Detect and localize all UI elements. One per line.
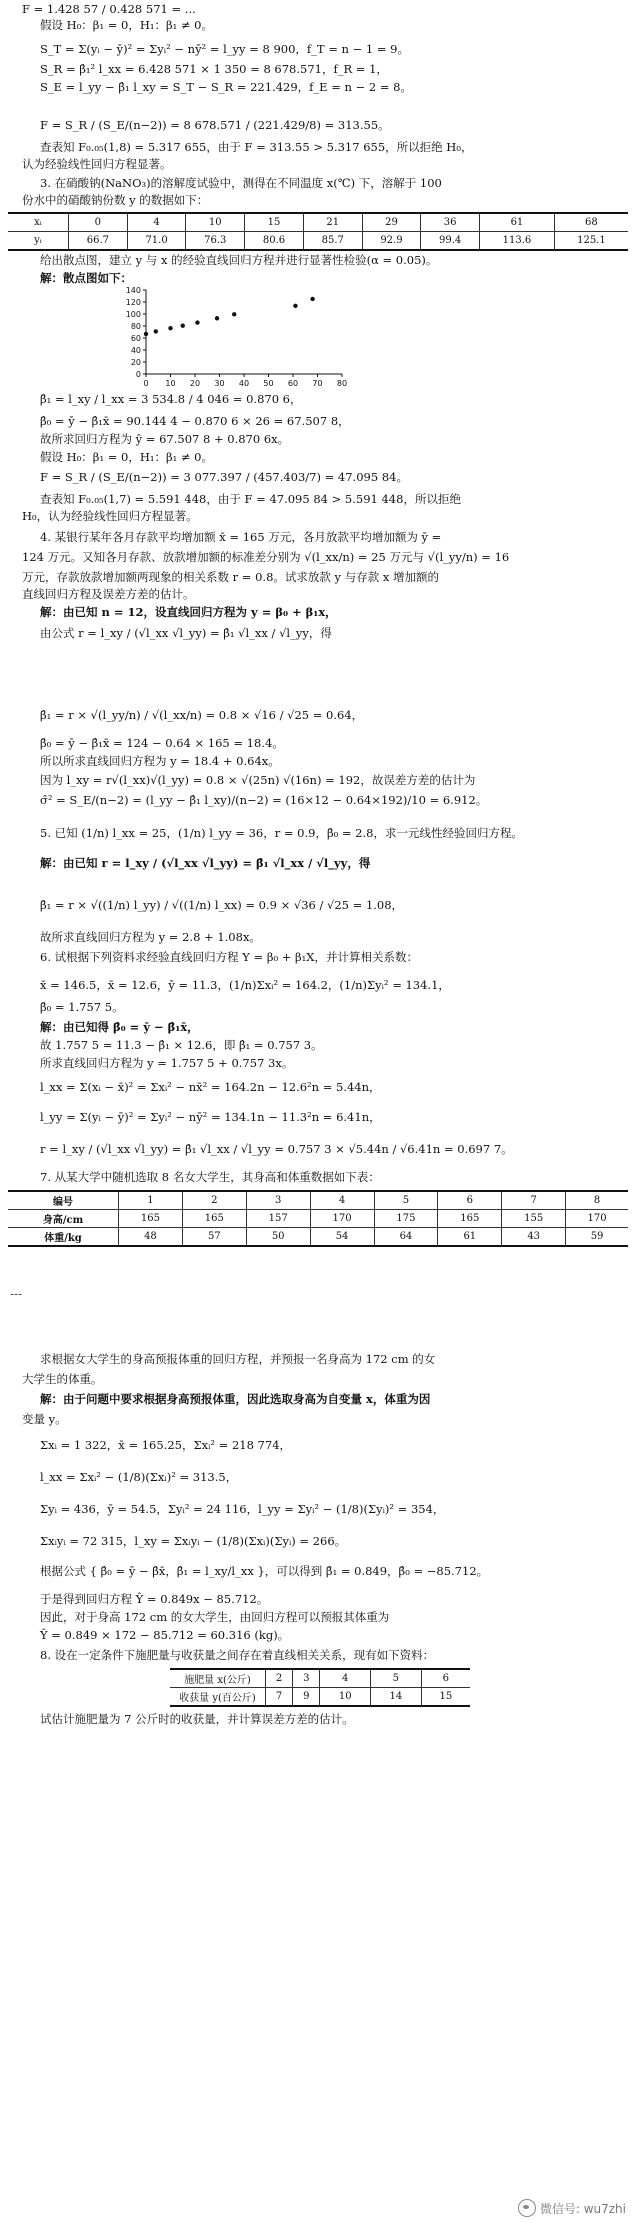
table-cell: 15: [245, 213, 304, 232]
lyy-6: l_yy = Σ(yᵢ − ȳ)² = Σyᵢ² − nȳ² = 134.1n − 11.3²n = 6.41n，: [40, 1110, 381, 1124]
table-cell: 收获量 y(百公斤): [170, 1688, 266, 1707]
table-cell: xᵢ: [8, 213, 69, 232]
table-cell: 92.9: [362, 232, 421, 251]
table-cell: 165: [182, 1210, 246, 1228]
regression-5: 故所求直线回归方程为 y = 2.8 + 1.08x。: [40, 930, 261, 944]
table-row: [8, 213, 628, 232]
beta1-5: β̂₁ = r × √((1/n) l_yy) / √((1/n) l_xx) = 0.9 × √36 / √25 = 1.08，: [40, 898, 404, 912]
solution-7-head: 解：由于问题中要求根据身高预报体重，因此选取身高为自变量 x，体重为因: [40, 1392, 431, 1406]
data-point: [144, 332, 148, 336]
hypothesis-3: 假设 H₀：β₁ = 0，H₁：β₁ ≠ 0。: [40, 450, 213, 464]
predict-7: 因此，对于身高 172 cm 的女大学生，由回归方程可以预报其体重为: [40, 1610, 390, 1624]
x-tick-label: 60: [287, 379, 299, 388]
eq-sr: S_R = β̂₁² l_xx = 6.428 571 × 1 350 = 8 678.571，f_R = 1，: [40, 62, 388, 76]
beta0-4: β̂₀ = ȳ − β̂₁x̄ = 124 − 0.64 × 165 = 18.4。: [40, 736, 284, 750]
x-tick-label: 50: [263, 379, 274, 388]
y-tick-label: 120: [125, 298, 141, 307]
table-row: [8, 1228, 628, 1247]
table-cell: 5: [374, 1191, 438, 1210]
table-cell: 61: [480, 213, 555, 232]
table-cell: 施肥量 x(公斤): [170, 1669, 266, 1688]
ftest-1: 查表知 F₀.₀₅(1,8) = 5.317 655，由于 F = 313.55 > 5.317 655，所以拒绝 H₀，: [40, 140, 473, 154]
data-point: [310, 297, 314, 301]
table-cell: 3: [246, 1191, 310, 1210]
problem-4-line4: 直线回归方程及误差方差的估计。: [22, 587, 195, 601]
table-cell: 身高/cm: [8, 1210, 119, 1228]
y-tick-label: 100: [125, 310, 141, 319]
watermark-text: 微信号: wu7zhi: [539, 2201, 626, 2216]
wechat-icon: [518, 2199, 536, 2217]
problem-7-task: 求根据女大学生的身高预报体重的回归方程，并预报一名身高为 172 cm 的女: [40, 1352, 436, 1366]
table-cell: 14: [371, 1688, 422, 1707]
table-cell: 2: [266, 1669, 293, 1688]
lxx-6: l_xx = Σ(xᵢ − x̄)² = Σxᵢ² − nx̄² = 164.2n − 12.6²n = 5.44n，: [40, 1080, 381, 1094]
data-point: [168, 326, 172, 330]
formula-r-4: 由公式 r = l_xy / (√l_xx √l_yy) = β̂₁ √l_xx / √l_yy，得: [40, 626, 332, 640]
table-cell: 175: [374, 1210, 438, 1228]
table-cell: 0: [69, 213, 128, 232]
problem-8-task: 试估计施肥量为 7 公斤时的收获量，并计算误差方差的估计。: [40, 1712, 354, 1726]
y-tick-label: 60: [130, 334, 141, 343]
table-cell: 76.3: [186, 232, 245, 251]
ftest-3: 查表知 F₀.₀₅(1,7) = 5.591 448，由于 F = 47.095 84 > 5.591 448，所以拒绝: [40, 492, 461, 506]
table-cell: 10: [186, 213, 245, 232]
solution-5-head: 解：由已知 r = l_xy / (√l_xx √l_yy) = β̂₁ √l_xx / √l_yy，得: [40, 856, 371, 870]
table-cell: 170: [566, 1210, 628, 1228]
x-tick-label: 10: [165, 379, 176, 388]
problem-6: 6. 试根据下列资料求经验直线回归方程 Y = β₀ + β₁X，并计算相关系数：: [40, 950, 418, 964]
y-tick-label: 40: [130, 346, 141, 355]
fertilizer-table: [170, 1668, 470, 1707]
table-cell: 8: [566, 1191, 628, 1210]
solubility-table: [8, 212, 628, 251]
problem-6-beta0: β̂₀ = 1.757 5。: [40, 1000, 124, 1014]
table-cell: 5: [371, 1669, 422, 1688]
watermark: [518, 2199, 626, 2217]
problem-5: 5. 已知 (1/n) l_xx = 25，(1/n) l_yy = 36，r = 0.9，β̂₀ = 2.8，求一元线性经验回归方程。: [40, 826, 523, 840]
problem-3: 3. 在硝酸钠(NaNO₃)的溶解度试验中，测得在不同温度 x(℃) 下，溶解于 100: [40, 176, 442, 190]
table-cell: 4: [127, 213, 186, 232]
solution-6-head: 解：由已知得 β̂₀ = ȳ − β̂₁x̄，: [40, 1020, 199, 1034]
sums-y-7: Σyᵢ = 436，ȳ = 54.5，Σyᵢ² = 24 116，l_yy = Σyᵢ² − (1/8)(Σyᵢ)² = 354，: [40, 1502, 445, 1516]
table-cell: 3: [293, 1669, 320, 1688]
problem-7: 7. 从某大学中随机选取 8 名女大学生，其身高和体重数据如下表：: [40, 1170, 380, 1184]
solution-6-beta1: 故 1.757 5 = 11.3 − β̂₁ × 12.6，即 β̂₁ = 0.757 3。: [40, 1038, 323, 1052]
table-cell: 4: [320, 1669, 371, 1688]
table-cell: 9: [293, 1688, 320, 1707]
eq-f-3: F = S_R / (S_E/(n−2)) = 3 077.397 / (457.403/7) = 47.095 84。: [40, 470, 408, 484]
y-tick-label: 0: [135, 370, 141, 379]
table-cell: 体重/kg: [8, 1228, 119, 1247]
problem-4-line2: 124 万元。又知各月存款、放款增加额的标准差分别为 √(l_xx/n) = 25 万元与 √(l_yy/n) = 16: [22, 550, 510, 564]
table-cell: 99.4: [421, 232, 480, 251]
section-separator: ---: [10, 1287, 23, 1301]
problem-8: 8. 设在一定条件下施肥量与收获量之间存在着直线相关关系，现有如下资料：: [40, 1648, 435, 1662]
y-tick-label: 140: [125, 286, 141, 295]
regression-3: 故所求回归方程为 ŷ = 67.507 8 + 0.870 6x。: [40, 432, 290, 446]
problem-4-line3: 万元，存款放款增加额两现象的相关系数 r = 0.8。试求放款 y 与存款 x 增加额的: [22, 570, 439, 584]
height-weight-table: [8, 1190, 628, 1247]
table-cell: 48: [119, 1228, 183, 1247]
problem-3-cont: 份水中的硝酸钠份数 y 的数据如下：: [22, 193, 209, 207]
table-cell: 1: [119, 1191, 183, 1210]
regression-6: 所求直线回归方程为 y = 1.757 5 + 0.757 3x。: [40, 1056, 294, 1070]
x-tick-label: 0: [143, 379, 149, 388]
lxx-7: l_xx = Σxᵢ² − (1/8)(Σxᵢ)² = 313.5，: [40, 1470, 238, 1484]
table-cell: 2: [182, 1191, 246, 1210]
table-cell: 80.6: [245, 232, 304, 251]
data-point: [181, 323, 185, 327]
table-cell: 155: [502, 1210, 566, 1228]
x-tick-label: 70: [312, 379, 323, 388]
data-point: [232, 312, 236, 316]
table-row: [8, 1191, 628, 1210]
table-cell: 29: [362, 213, 421, 232]
eq-st: S_T = Σ(yᵢ − ȳ)² = Σyᵢ² − nȳ² = l_yy = 8 900，f_T = n − 1 = 9。: [40, 42, 409, 56]
r-6: r = l_xy / (√l_xx √l_yy) = β̂₁ √l_xx / √l_yy = 0.757 3 × √5.44n / √6.41n = 0.697 7。: [40, 1142, 513, 1156]
table-row: [8, 232, 628, 251]
hypothesis-1: 假设 H₀：β₁ = 0，H₁：β₁ ≠ 0。: [40, 18, 213, 32]
x-tick-label: 30: [214, 379, 225, 388]
y-tick-label: 20: [130, 358, 141, 367]
ftest-3-cont: H₀，认为经验线性回归方程显著。: [22, 509, 198, 523]
table-cell: 36: [421, 213, 480, 232]
solution-3-head: 解：散点图如下：: [40, 271, 132, 285]
ftest-1-cont: 认为经验线性回归方程显著。: [22, 157, 172, 171]
predict-7-value: Ŷ = 0.849 × 172 − 85.712 = 60.316 (kg)。: [40, 1628, 290, 1642]
data-point: [215, 316, 219, 320]
table-cell: 57: [182, 1228, 246, 1247]
table-cell: 61: [438, 1228, 502, 1247]
y-tick-label: 80: [130, 322, 141, 331]
table-cell: 85.7: [303, 232, 362, 251]
table-cell: 54: [310, 1228, 374, 1247]
table-cell: 125.1: [554, 232, 628, 251]
sums-xy-7: Σxᵢyᵢ = 72 315，l_xy = Σxᵢyᵢ − (1/8)(Σxᵢ)(Σyᵢ) = 266。: [40, 1534, 347, 1548]
table-cell: 6: [438, 1191, 502, 1210]
table-cell: 170: [310, 1210, 374, 1228]
table-cell: yᵢ: [8, 232, 69, 251]
table-cell: 4: [310, 1191, 374, 1210]
table-row: [8, 1210, 628, 1228]
table-cell: 10: [320, 1688, 371, 1707]
table-cell: 113.6: [480, 232, 555, 251]
table-cell: 165: [119, 1210, 183, 1228]
table-cell: 43: [502, 1228, 566, 1247]
data-point: [154, 329, 158, 333]
lxy-4: 因为 l_xy = r√(l_xx)√(l_yy) = 0.8 × √(25n) √(16n) = 192，故误差方差的估计为: [40, 773, 476, 787]
sums-x-7: Σxᵢ = 1 322，x̄ = 165.25，Σxᵢ² = 218 774，: [40, 1438, 292, 1452]
table-cell: 64: [374, 1228, 438, 1247]
table-cell: 21: [303, 213, 362, 232]
eq-f-1: F = S_R / (S_E/(n−2)) = 8 678.571 / (221.429/8) = 313.55。: [40, 118, 390, 132]
problem-4: 4. 某银行某年各月存款平均增加额 x̄ = 165 万元，各月放款平均增加额为 ȳ =: [40, 530, 442, 544]
table-row: [170, 1688, 470, 1707]
table-cell: 50: [246, 1228, 310, 1247]
problem-7-task-cont: 大学生的体重。: [22, 1372, 103, 1386]
table-cell: 15: [421, 1688, 470, 1707]
table-cell: 7: [266, 1688, 293, 1707]
beta1-4: β̂₁ = r × √(l_yy/n) / √(l_xx/n) = 0.8 × √16 / √25 = 0.64，: [40, 708, 364, 722]
table-cell: 59: [566, 1228, 628, 1247]
table-cell: 编号: [8, 1191, 119, 1210]
data-point: [293, 304, 297, 308]
x-tick-label: 20: [189, 379, 201, 388]
table-cell: 157: [246, 1210, 310, 1228]
table-cell: 68: [554, 213, 628, 232]
sigma-4: σ̂² = S_E/(n−2) = (l_yy − β̂₁ l_xy)/(n−2) = (16×12 − 0.64×192)/10 = 6.912。: [40, 793, 488, 807]
x-tick-label: 40: [238, 379, 250, 388]
regression-4: 所以所求直线回归方程为 y = 18.4 + 0.64x。: [40, 754, 280, 768]
top-partial-line: F = 1.428 57 / 0.428 571 = ...: [22, 2, 196, 16]
table-cell: 71.0: [127, 232, 186, 251]
table-row: [170, 1669, 470, 1688]
beta0-3: β̂₀ = ȳ − β̂₁x̄ = 90.144 4 − 0.870 6 × 26 = 67.507 8，: [40, 414, 350, 428]
problem-3-task: 给出散点图，建立 y 与 x 的经验直线回归方程并进行显著性检验(α = 0.05)。: [40, 253, 438, 267]
table-cell: 6: [421, 1669, 470, 1688]
table-cell: 66.7: [69, 232, 128, 251]
data-point: [195, 320, 199, 324]
solution-7-head-cont: 变量 y。: [22, 1412, 67, 1426]
regression-7: 于是得到回归方程 Ŷ = 0.849x − 85.712。: [40, 1592, 269, 1606]
x-tick-label: 80: [336, 379, 348, 388]
scatter-plot: [120, 285, 350, 390]
solution-4-head: 解：由已知 n = 12，设直线回归方程为 y = β₀ + β₁x，: [40, 605, 337, 619]
table-cell: 7: [502, 1191, 566, 1210]
eq-se: S_E = l_yy − β̂₁ l_xy = S_T − S_R = 221.429，f_E = n − 2 = 8。: [40, 80, 412, 94]
table-cell: 165: [438, 1210, 502, 1228]
problem-6-data: x̄ = 146.5，x̄ = 12.6，ȳ = 11.3，(1/n)Σxᵢ² = 164.2，(1/n)Σyᵢ² = 134.1，: [40, 978, 450, 992]
formula-7: 根据公式 { β̂₀ = ȳ − β̂x̄，β̂₁ = l_xy/l_xx }，可以得到 β̂₁ = 0.849，β̂₀ = −85.712。: [40, 1564, 489, 1578]
beta1-3: β̂₁ = l_xy / l_xx = 3 534.8 / 4 046 = 0.870 6，: [40, 392, 302, 406]
